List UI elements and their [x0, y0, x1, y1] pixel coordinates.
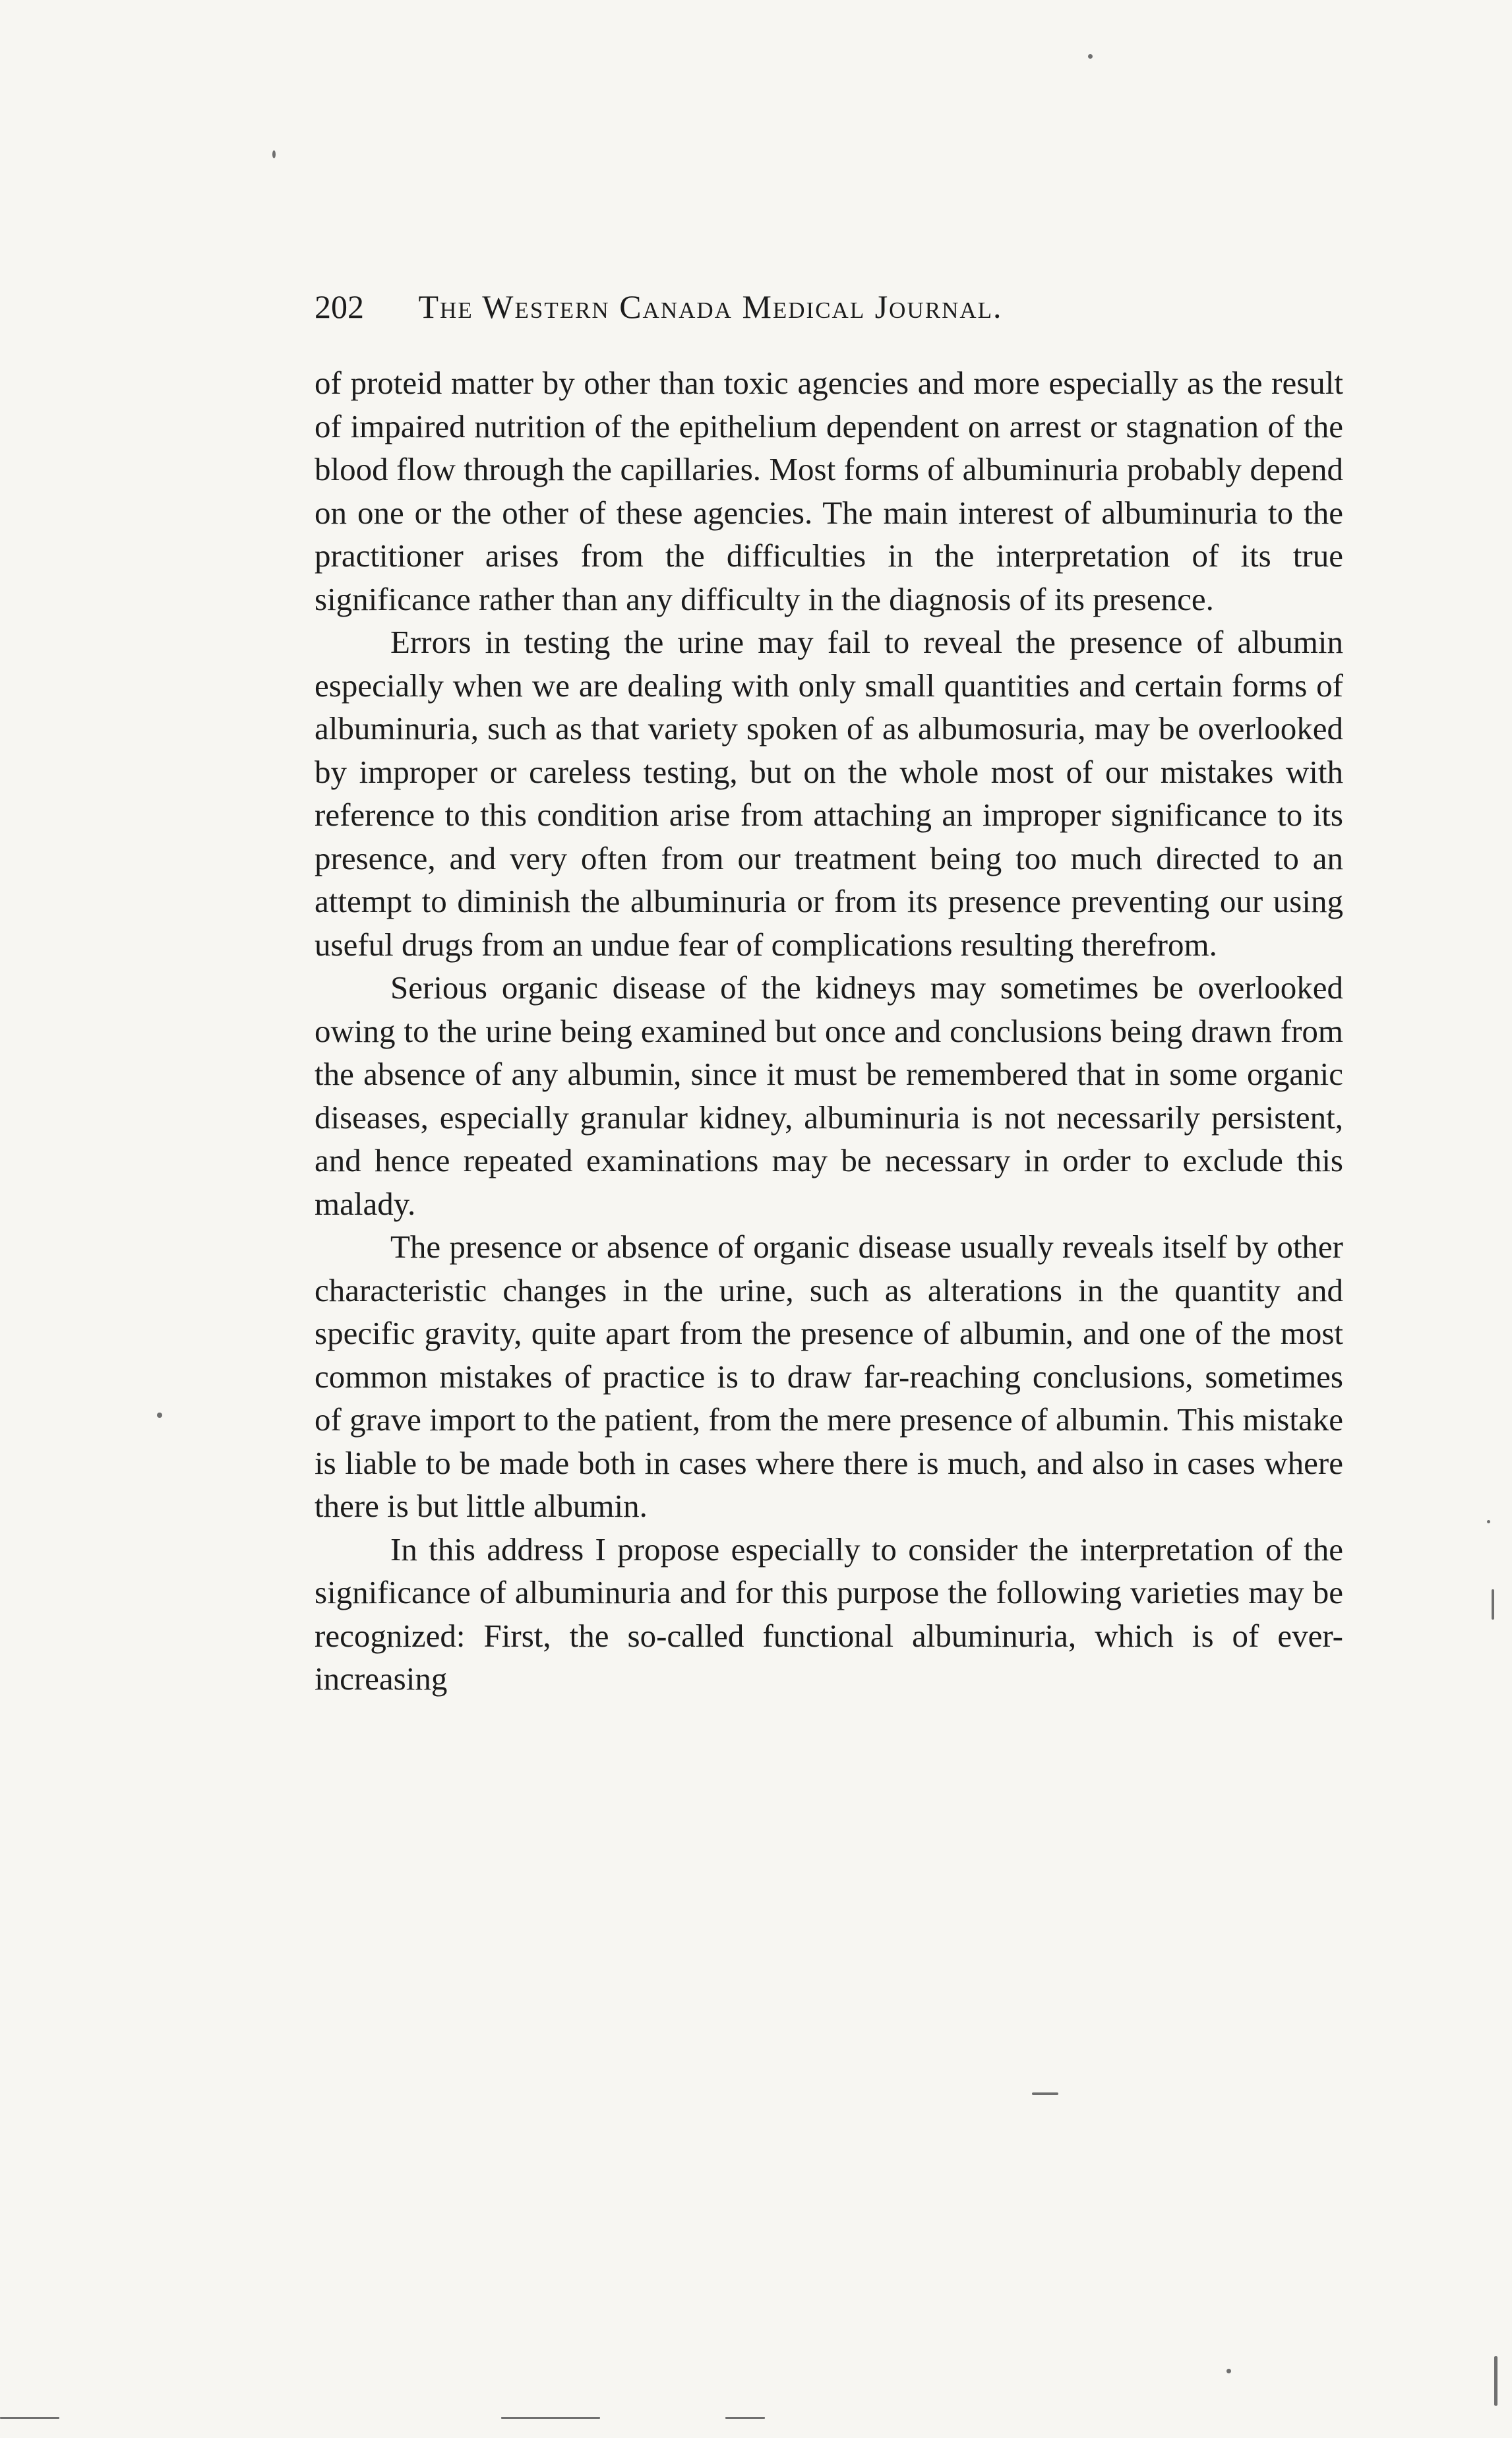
running-title: The Western Canada Medical Journal.: [418, 288, 1003, 325]
scan-speck: [725, 2417, 765, 2419]
paragraph: of proteid matter by other than toxic agencies and more especially as the result of impaired nutrition of the epithelium dependent on arrest or stagnation of the blood flow through the capillaries. Most forms of albuminuria probably depend on one or the other of these agencies. The main interest of albuminuria to the practitioner arises from the difficulties in the interpretation of its true significance rather than any difficulty in the diagnosis of its presence.: [315, 365, 1343, 617]
scan-speck: [1492, 1589, 1494, 1620]
scan-speck: [1494, 2356, 1497, 2406]
page-header: [315, 280, 1343, 333]
scan-speck: [1088, 54, 1093, 59]
scan-speck: [1226, 2369, 1231, 2373]
paragraph: The presence or absence of organic disease usually reveals itself by other characteristic changes in the urine, such as alterations in the quantity and specific gravity, quite apart from the presence of albumin, and one of the most common mistakes of practice is to draw far-reaching conclusions, sometimes of grave import to the patient, from the mere presence of albumin. This mistake is liable to be made both in cases where there is much, and also in cases where there is but little albumin.: [315, 1229, 1343, 1524]
scan-speck: [272, 150, 276, 158]
article-body: [315, 361, 1343, 1701]
scan-speck: [0, 2417, 59, 2419]
scan-speck: [157, 1413, 162, 1418]
paragraph: Errors in testing the urine may fail to reveal the presence of albumin especially when we are dealing with only small quantities and certain forms of albuminuria, such as that variety spoken of as albumosuria, may be overlooked by improper or careless testing, but on the whole most of our mistakes with reference to this condition arise from attaching an improper significance to its presence, and very often from our treatment being too much directed to an attempt to diminish the albuminuria or from its presence preventing our using useful drugs from an undue fear of complications resulting therefrom.: [315, 624, 1343, 963]
paragraph: Serious organic disease of the kidneys may sometimes be overlooked owing to the urine being examined but once and conclusions being drawn from the absence of any albumin, since it must be remembered that in some organic diseases, especially granular kidney, albuminuria is not necessarily persistent, and hence repeated examinations may be necessary in order to exclude this malady.: [315, 969, 1343, 1222]
paragraph: In this address I propose especially to consider the interpretation of the significance of albuminuria and for this purpose the following varieties may be recognized: First, the so-called functional albuminuria, which is of ever-increasing: [315, 1531, 1343, 1697]
page-number: 202: [315, 288, 364, 325]
scan-speck: [1032, 2092, 1058, 2095]
scan-speck: [501, 2417, 600, 2419]
scan-speck: [1487, 1520, 1490, 1523]
